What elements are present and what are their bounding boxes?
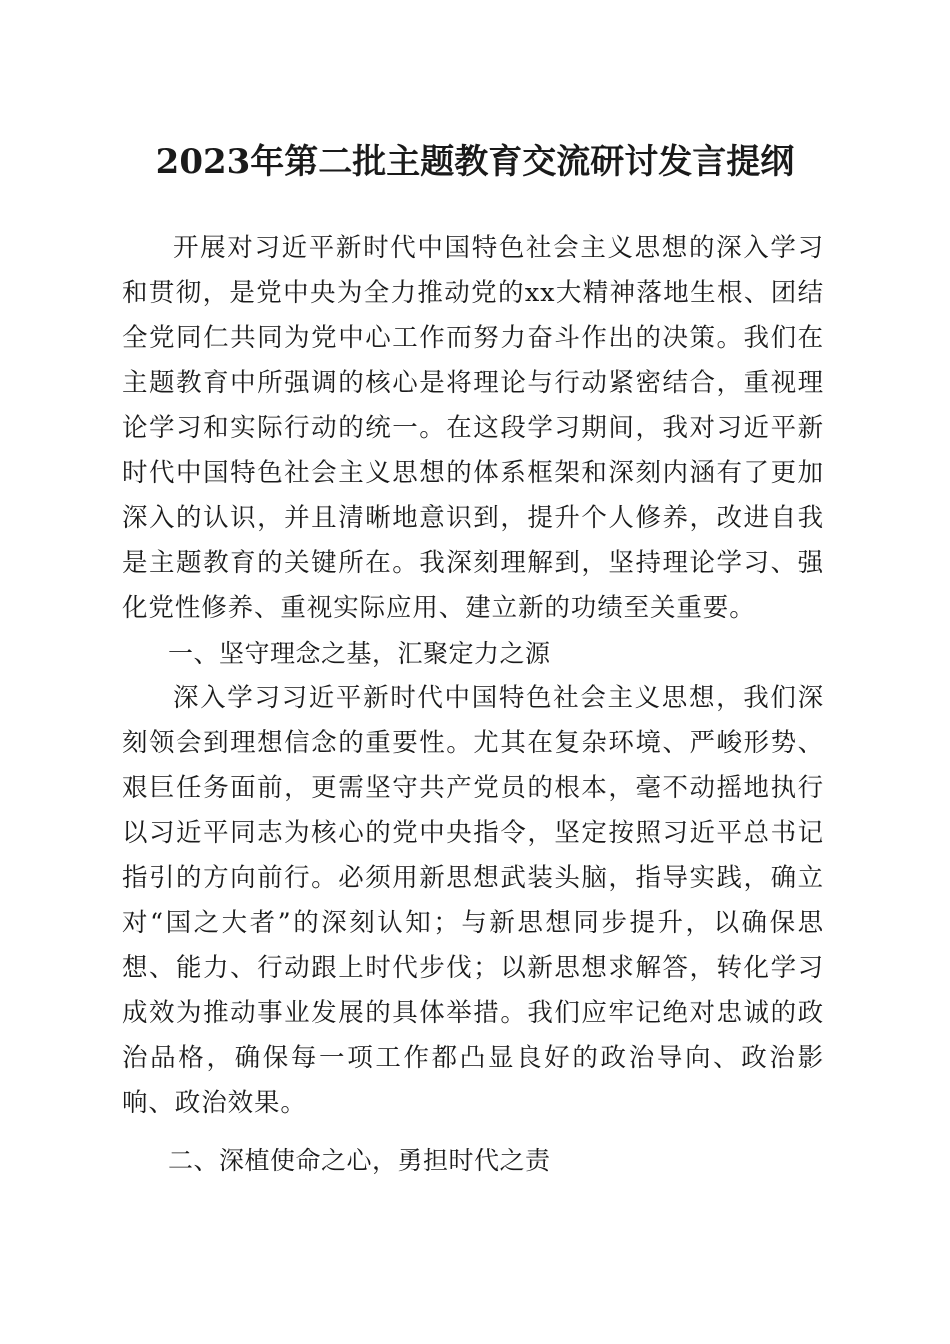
document-title: 2023年第二批主题教育交流研讨发言提纲 [155, 142, 795, 182]
intro-paragraph: 开展对习近平新时代中国特色社会主义思想的深入学习和贯彻，是党中央为全力推动党的xx大精神落地生根、团结全党同仁共同为党中心工作而努力奋斗作出的决策。我们在主题教育中所强调的核心是将理论与行动紧密结合，重视理论学习和实际行动的统一。在这段学习期间，我对习近平新时代中国特色社会主义思想的体系框架和深刻内涵有了更加深入的认识，并且清晰地意识到，提升个人修养，改进自我是主题教育的关键所在。我深刻理解到，坚持理论学习、强化党性修养、重视实际应用、建立新的功绩至关重要。 [122, 233, 824, 623]
section-1-heading: 一、坚守理念之基，汇聚定力之源 [168, 639, 551, 668]
section-1-paragraph: 深入学习习近平新时代中国特色社会主义思想，我们深刻领会到理想信念的重要性。尤其在复杂环境、严峻形势、艰巨任务面前，更需坚守共产党员的根本，毫不动摇地执行以习近平同志为核心的党中央指令，坚定按照习近平总书记指引的方向前行。必须用新思想武装头脑，指导实践，确立对“国之大者”的深刻认知；与新思想同步提升，以确保思想、能力、行动跟上时代步伐；以新思想求解答，转化学习成效为推动事业发展的具体举措。我们应牢记绝对忠诚的政治品格，确保每一项工作都凸显良好的政治导向、政治影响、政治效果。 [122, 683, 824, 1118]
section-2-heading: 二、深植使命之心，勇担时代之责 [168, 1146, 551, 1175]
document-body [122, 226, 824, 1183]
